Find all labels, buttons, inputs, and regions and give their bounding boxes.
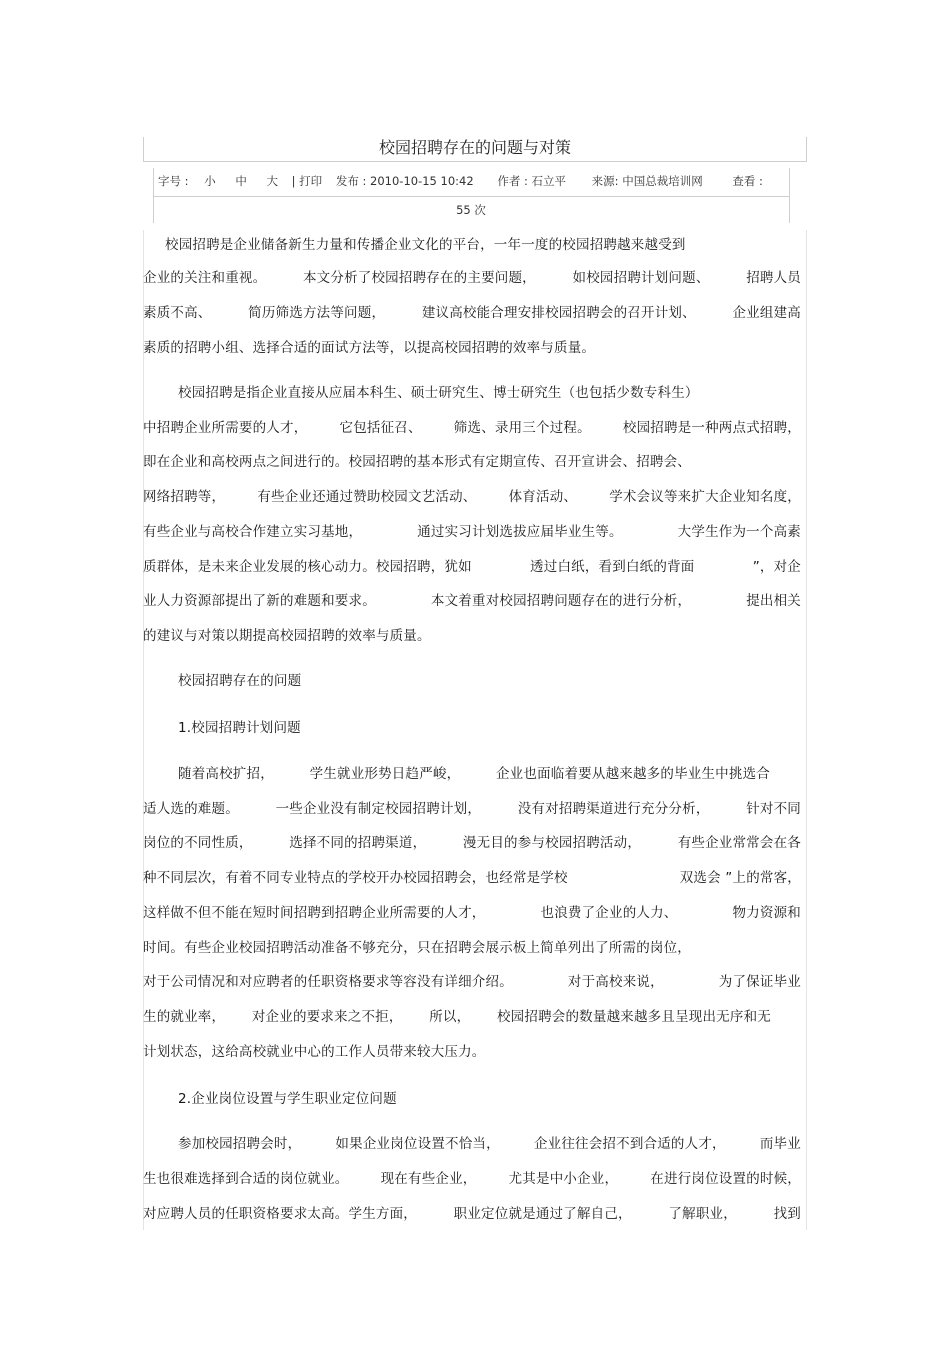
views-count: 55 次 [456,203,486,217]
paragraph-line [143,418,801,438]
text-segment: 中招聘企业所需要的人才， [143,420,308,436]
paragraph-line [143,1204,801,1224]
text-segment: 有些企业与高校合作建立实习基地， [143,524,363,540]
font-size-medium-button[interactable]: 中 [235,174,247,188]
text-segment: 生也很难选择到合适的岗位就业。 [143,1171,349,1187]
text-segment: 学术会议等来扩大企业知名度， [609,489,801,505]
text-segment: 在进行岗位设置的时候， [650,1171,801,1187]
text-segment: 质群体，是未来企业发展的核心动力。校园招聘，犹如 [143,559,472,575]
text-segment: 适人选的难题。 [143,801,239,817]
article-title: 校园招聘存在的问题与对策 [378,138,571,157]
paragraph-line: 的建议与对策以期提高校园招聘的效率与质量。 [143,628,431,644]
paragraph-line [178,1134,801,1154]
paragraph-line [143,1169,801,1189]
text-segment: 没有对招聘渠道进行充分分析， [517,801,710,817]
text-segment: 对于公司情况和对应聘者的任职资格要求等容没有详细介绍。 [143,974,513,990]
text-segment: 现在有些企业， [380,1171,477,1187]
text-segment: 建议高校能合理安排校园招聘会的召开计划、 [421,305,696,321]
text-segment: 物力资源和 [732,905,801,921]
text-segment: 它包括征召、 [339,420,422,436]
text-segment: 种不同层次，有着不同专业特点的学校开办校园招聘会，也经常是学校 [143,870,568,886]
text-segment: 参加校园招聘会时， [178,1136,302,1152]
text-segment: 本文分析了校园招聘存在的主要问题， [302,270,536,286]
paragraph-line: 计划状态，这给高校就业中心的工作人员带来较大压力。 [143,1044,486,1060]
section-heading: 2.企业岗位设置与学生职业定位问题 [178,1091,397,1107]
article-meta-bar [158,172,788,190]
text-segment: 学生就业形势日趋严峻， [309,766,461,782]
text-segment: 找到 [773,1206,801,1222]
meta-frame-mid [153,196,790,197]
text-segment: 职业定位就是通过了解自己， [453,1206,632,1222]
text-segment: 岗位的不同性质， [143,835,253,851]
font-size-label: 字号 : [158,174,189,188]
text-segment: 体育活动、 [508,489,578,505]
text-segment: 企业也面临着要从越来越多的毕业生中挑选合 [495,766,770,782]
source: 来源: 中国总裁培训网 [591,174,703,188]
paragraph-line [143,268,801,288]
paragraph-line [143,972,801,992]
text-segment: 通过实习计划选拔应届毕业生等。 [417,524,623,540]
text-segment: 对企业的要求来之不拒， [251,1009,403,1025]
text-segment: 如校园招聘计划问题、 [572,270,710,286]
text-segment: 透过白纸，看到白纸的背面 [530,559,695,575]
text-segment: 这样做不但不能在短时间招聘到招聘企业所需要的人才， [143,905,486,921]
paragraph-line: 时间。有些企业校园招聘活动准备不够充分，只在招聘会展示板上简单列出了所需的岗位， [143,940,691,956]
text-segment: 招聘人员 [746,270,801,286]
paragraph-line [143,522,801,542]
text-segment: 有些企业常常会在各 [677,835,801,851]
text-segment: 企业的关注和重视。 [143,270,267,286]
text-segment: 随着高校扩招， [178,766,274,782]
text-segment: ”，对企 [752,559,801,575]
paragraph-line [143,833,801,853]
text-segment: 有些企业还通过赞助校园文艺活动、 [257,489,477,505]
text-segment: 大学生作为一个高素 [677,524,801,540]
views-label: 查看 : [732,174,763,188]
font-size-large-button[interactable]: 大 [266,174,278,188]
section-heading: 1.校园招聘计划问题 [178,720,301,736]
text-segment: 选择不同的招聘渠道， [289,835,427,851]
header-frame-bottom [143,161,807,162]
text-segment: 企业往往会招不到合适的人才， [533,1136,726,1152]
text-segment: 素质不高、 [143,305,212,321]
text-segment: 业人力资源部提出了新的难题和要求。 [143,593,376,609]
publish-date: 发布 : 2010-10-15 10:42 [335,174,474,188]
author: 作者 : 石立平 [497,174,567,188]
paragraph-line [143,868,801,888]
section-heading: 校园招聘存在的问题 [178,673,302,689]
text-segment: 如果企业岗位设置不恰当， [335,1136,500,1152]
print-link[interactable]: | 打印 [291,174,323,188]
paragraph-line [143,591,801,611]
body-frame-right [806,230,807,1230]
paragraph-line [143,487,801,507]
text-segment: 对应聘人员的任职资格要求太高。学生方面， [143,1206,417,1222]
text-segment: 对于高校来说， [567,974,664,990]
body-frame-left [143,230,144,1230]
text-segment: 也浪费了企业的人力、 [540,905,678,921]
font-size-small-button[interactable]: 小 [204,174,216,188]
text-segment: 网络招聘等， [143,489,226,505]
text-segment: 了解职业， [668,1206,737,1222]
paragraph-line: 即在企业和高校两点之间进行的。校园招聘的基本形式有定期宣传、召开宣讲会、招聘会、 [143,454,691,470]
text-segment: 本文着重对校园招聘问题存在的进行分析， [430,593,692,609]
paragraph-line: 校园招聘是企业储备新生力量和传播企业文化的平台，一年一度的校园招聘越来越受到 [165,237,686,253]
text-segment: 提出相关 [746,593,801,609]
paragraph-line [143,303,801,323]
text-segment: 为了保证毕业 [718,974,801,990]
paragraph-line: 校园招聘是指企业直接从应届本科生、硕士研究生、博士研究生（也包括少数专科生） [178,385,699,401]
paragraph-line [143,1007,771,1027]
text-segment: 简历筛选方法等问题， [248,305,386,321]
text-segment: 筛选、录用三个过程。 [453,420,591,436]
text-segment: 企业组建高 [732,305,801,321]
text-segment: 双选会 ”上的常客， [679,870,801,886]
text-segment: 一些企业没有制定校园招聘计划， [275,801,482,817]
paragraph-line [143,557,801,577]
text-segment: 所以， [429,1009,471,1025]
text-segment: 校园招聘是一种两点式招聘， [622,420,801,436]
text-segment: 生的就业率， [143,1009,226,1025]
paragraph-line [143,903,801,923]
text-segment: 针对不同 [746,801,801,817]
text-segment: 校园招聘会的数量越来越多且呈现出无序和无 [496,1009,771,1025]
text-segment: 漫无目的参与校园招聘活动， [462,835,642,851]
paragraph-line [178,764,770,784]
paragraph-line [143,799,801,819]
text-segment: 尤其是中小企业， [508,1171,619,1187]
text-segment: 而毕业 [759,1136,801,1152]
paragraph-line: 素质的招聘小组、选择合适的面试方法等，以提高校园招聘的效率与质量。 [143,340,596,356]
